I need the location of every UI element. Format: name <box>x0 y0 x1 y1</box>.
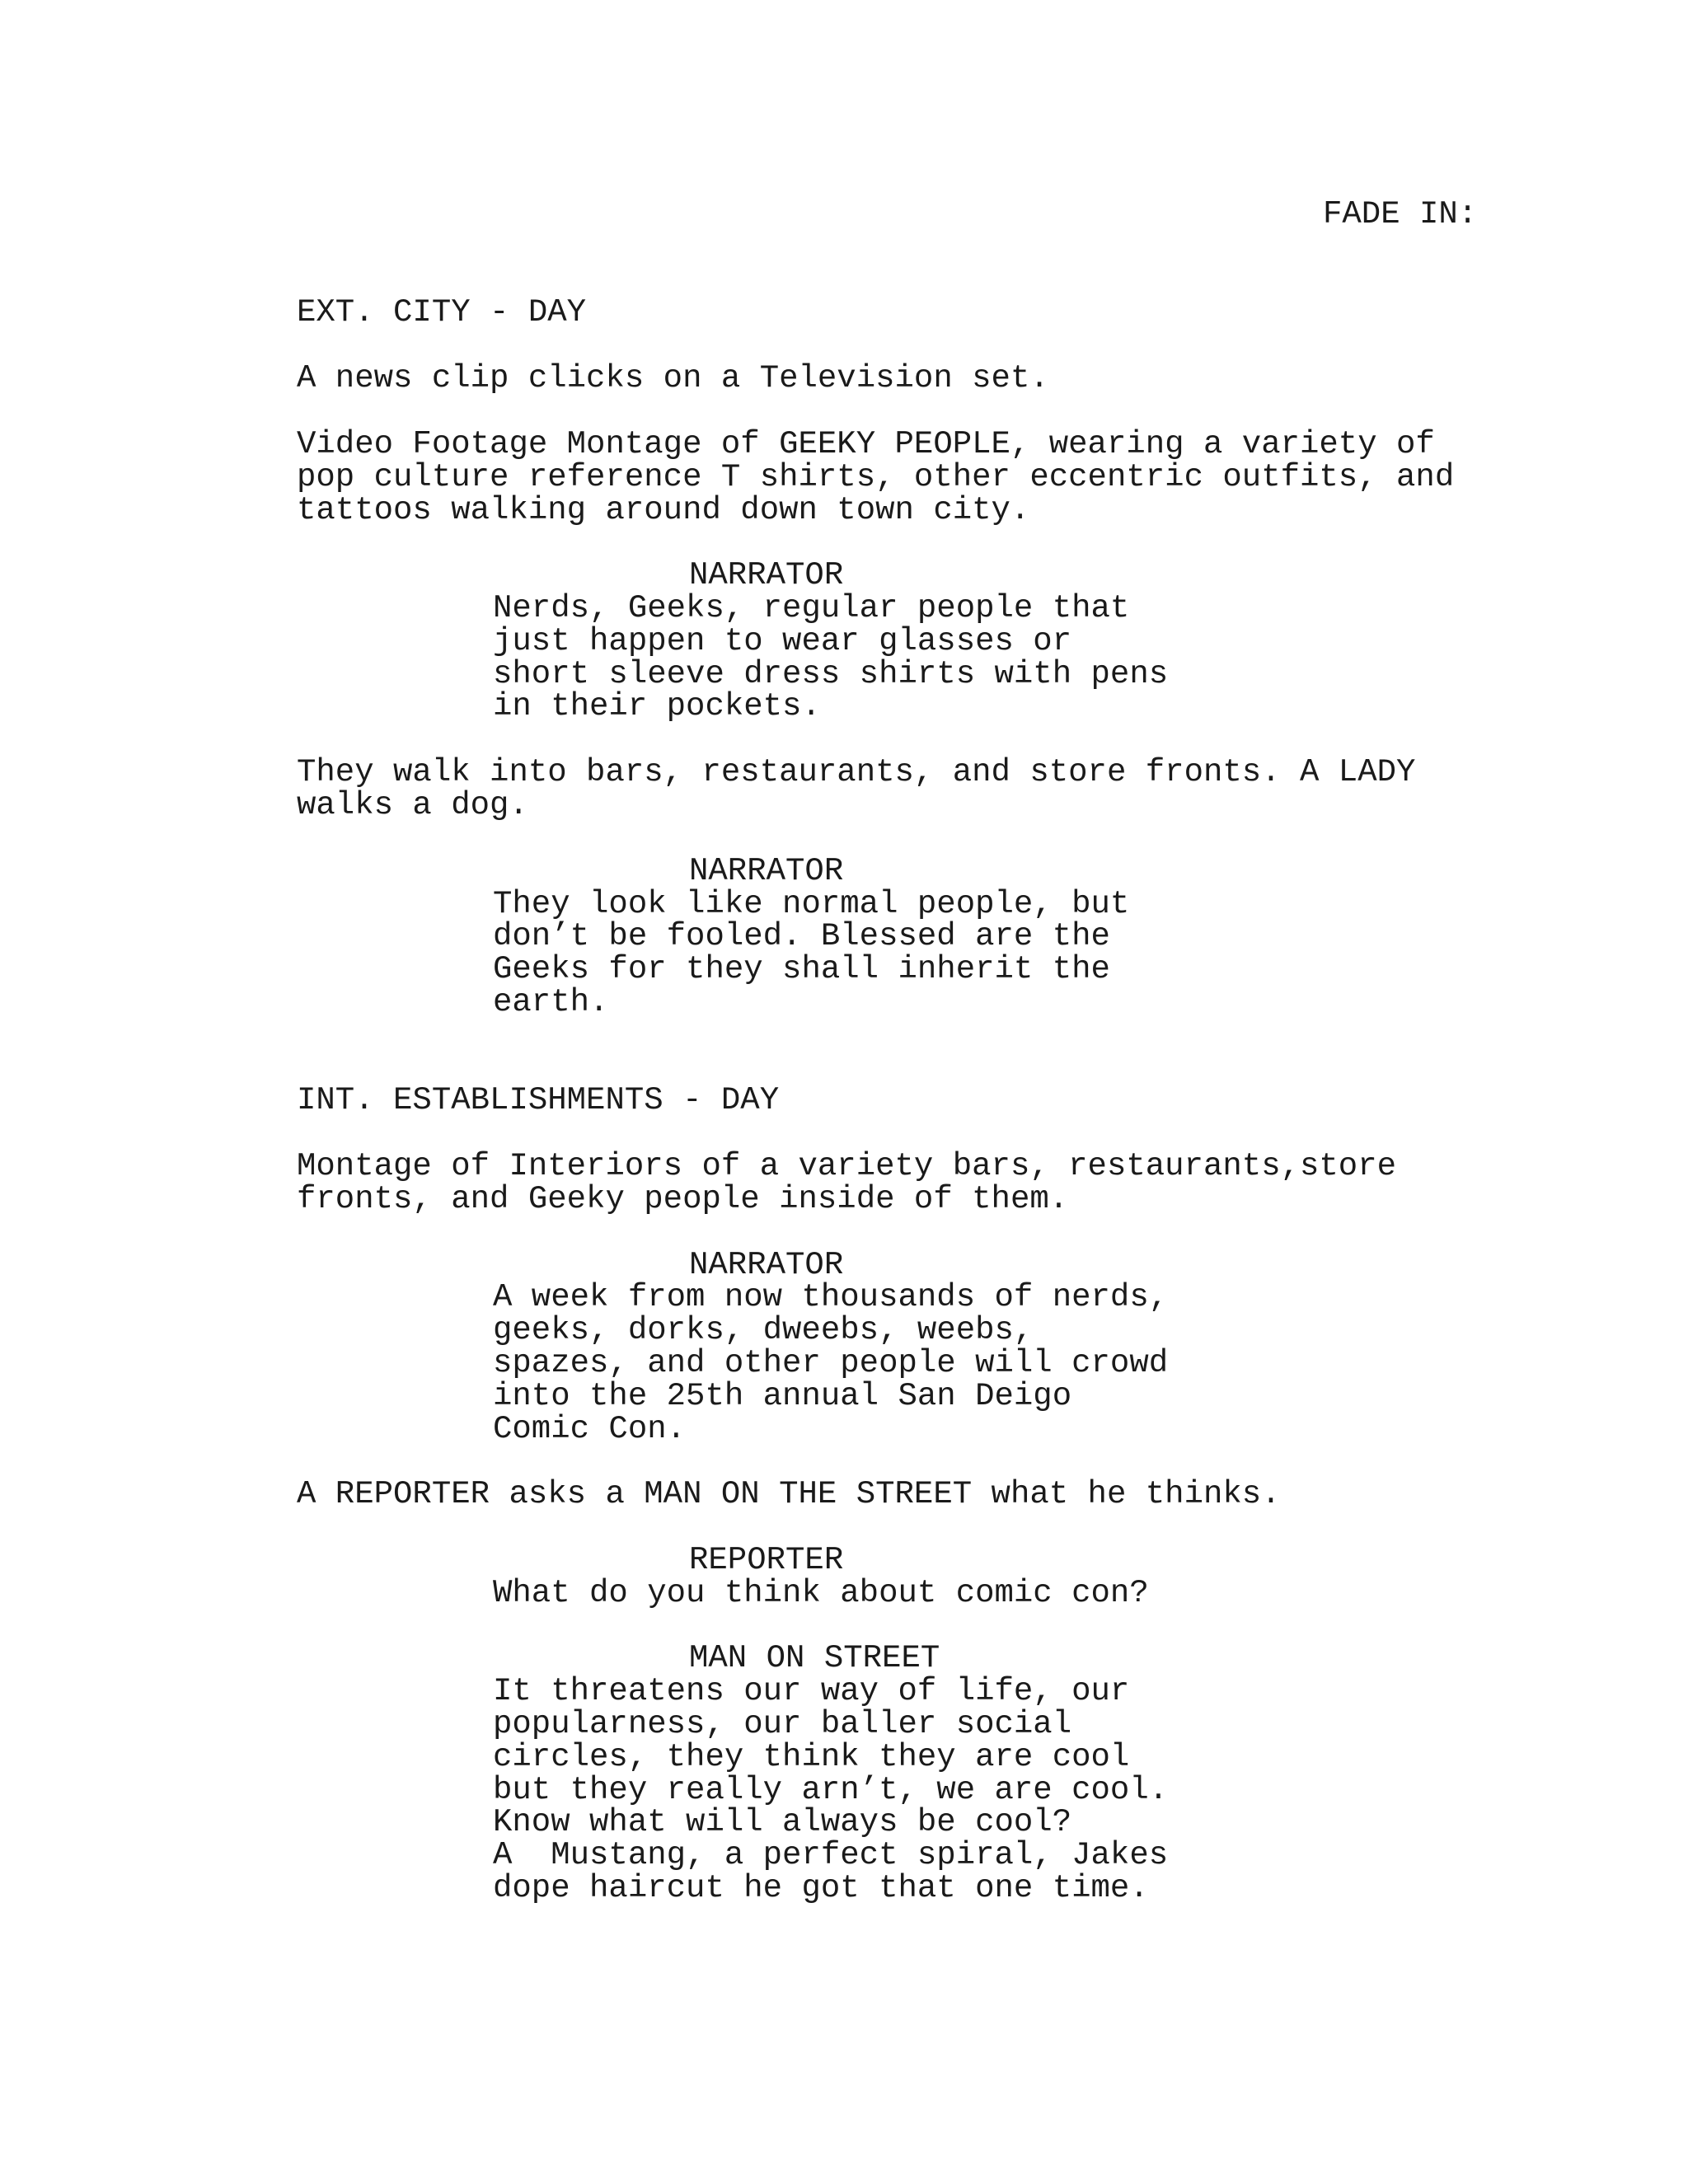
dialogue-line: dope haircut he got that one time. <box>493 1870 1149 1906</box>
dialogue-line: circles, they think they are cool <box>493 1739 1130 1775</box>
action-line: A REPORTER asks a MAN ON THE STREET what he thinks. <box>297 1476 1281 1512</box>
character-name: NARRATOR <box>689 853 844 889</box>
dialogue-line: What do you think about comic con? <box>493 1575 1149 1611</box>
character-name: MAN ON STREET <box>689 1640 940 1676</box>
scene-heading: EXT. CITY - DAY <box>297 294 587 330</box>
dialogue-line: Know what will always be cool? <box>493 1804 1072 1840</box>
dialogue-line: Geeks for they shall inherit the <box>493 951 1110 987</box>
action-line: They walk into bars, restaurants, and store fronts. A LADY <box>297 754 1416 790</box>
dialogue-line: spazes, and other people will crowd <box>493 1345 1169 1381</box>
dialogue-line: A Mustang, a perfect spiral, Jakes <box>493 1837 1169 1873</box>
action-line: Montage of Interiors of a variety bars, restaurants,store <box>297 1148 1397 1184</box>
dialogue-line: short sleeve dress shirts with pens <box>493 656 1169 692</box>
action-line: fronts, and Geeky people inside of them. <box>297 1181 1069 1217</box>
scene-heading: INT. ESTABLISHMENTS - DAY <box>297 1082 780 1118</box>
dialogue-line: earth. <box>493 984 609 1020</box>
dialogue-line: Nerds, Geeks, regular people that <box>493 590 1130 626</box>
dialogue-line: geeks, dorks, dweebs, weebs, <box>493 1312 1034 1348</box>
action-line: pop culture reference T shirts, other eccentric outfits, and <box>297 459 1455 495</box>
dialogue-line: A week from now thousands of nerds, <box>493 1279 1169 1315</box>
character-name: NARRATOR <box>689 557 844 593</box>
action-line: tattoos walking around down town city. <box>297 492 1030 528</box>
dialogue-line: Comic Con. <box>493 1411 687 1447</box>
character-name: REPORTER <box>689 1542 844 1578</box>
dialogue-line: in their pockets. <box>493 688 821 724</box>
action-line: Video Footage Montage of GEEKY PEOPLE, wearing a variety of <box>297 426 1435 462</box>
dialogue-line: don’t be fooled. Blessed are the <box>493 918 1110 954</box>
dialogue-line: but they really arn’t, we are cool. <box>493 1772 1169 1808</box>
dialogue-line: They look like normal people, but <box>493 886 1130 922</box>
character-name: NARRATOR <box>689 1247 844 1283</box>
action-line: walks a dog. <box>297 787 528 823</box>
dialogue-line: just happen to wear glasses or <box>493 623 1072 659</box>
dialogue-line: It threatens our way of life, our <box>493 1673 1130 1709</box>
action-line: A news clip clicks on a Television set. <box>297 360 1049 396</box>
dialogue-line: into the 25th annual San Deigo <box>493 1378 1072 1414</box>
dialogue-line: popularness, our baller social <box>493 1706 1072 1742</box>
transition-fade-in: FADE IN: <box>1323 196 1478 232</box>
